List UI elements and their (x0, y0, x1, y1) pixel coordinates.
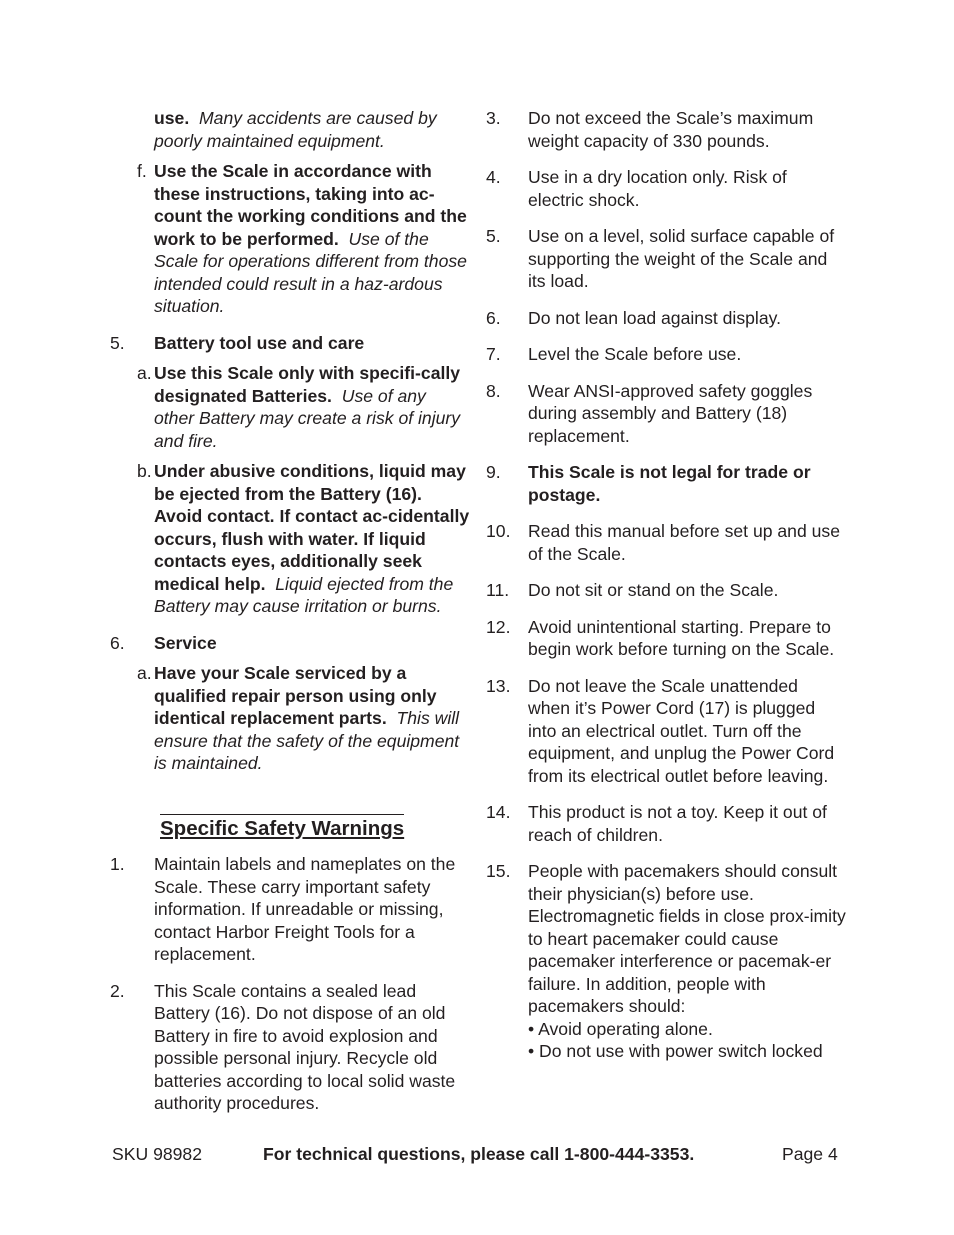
warning-7-text: Level the Scale before use. (528, 344, 742, 364)
warning-12-num: 12. (486, 616, 511, 637)
warning-4-num: 4. (486, 167, 501, 187)
warning-8-num: 8. (486, 380, 501, 401)
footer-page-number: Page 4 (782, 1144, 838, 1164)
section-5-a-italic: Use of any other Battery may create a risk of injury and fire. (154, 385, 461, 451)
warning-10-num: 10. (486, 521, 511, 541)
section-6-num: 6. (110, 632, 125, 653)
section-6-a-italic: This will ensure that the safety of the equipment is maintained. (154, 708, 460, 773)
warning-9-num: 9. (486, 462, 501, 482)
warning-15-text: People with pacemakers should consult their physician(s) before use. Electromagnetic fields in close prox-imity to heart pacemaker could cause pacemaker interference or pacemak-er failure. In addition, people with pacemakers should: (528, 861, 846, 1016)
warning-2-num: 2. (110, 980, 125, 1001)
item-f (110, 160, 472, 318)
warning-6-text: Do not lean load against display. (528, 307, 781, 328)
section-5-b-letter: b. (137, 461, 152, 481)
warning-5-num: 5. (486, 226, 501, 246)
warning-7-num: 7. (486, 344, 501, 364)
warning-15-bullet: • Do not use with power switch locked (528, 1041, 823, 1061)
section-5-a-letter: a. (137, 363, 152, 383)
warning-13 (486, 675, 842, 788)
section-5-item-a (110, 362, 470, 452)
warning-10-text: Read this manual before set up and use of the Scale. (528, 521, 841, 564)
right-column (486, 107, 846, 1063)
section-5 (110, 332, 470, 355)
section-5-title: Battery tool use and care (154, 332, 365, 353)
section-5-a-bold: Use this Scale only with specifi-cally designated Batteries. (154, 363, 461, 406)
warning-14-text: This product is not a toy. Keep it out of reach of children. (528, 802, 827, 845)
section-6-item-a (110, 662, 470, 775)
section-5-num: 5. (110, 332, 125, 353)
heading-wrap (160, 814, 404, 841)
warning-1 (110, 853, 470, 966)
warning-13-num: 13. (486, 675, 511, 696)
warning-1-text: Maintain labels and nameplates on the Scale. These carry important safety information. If unreadable or missing, contact Harbor Freight Tools for a replacement. (154, 854, 456, 964)
item-e-italic: Many accidents are caused by poorly maintained equipment. (154, 108, 437, 151)
section-5-item-b (110, 460, 470, 618)
item-e-continued (154, 107, 474, 152)
warning-8-text: Wear ANSI-approved safety goggles during assembly and Battery (18) replacement. (528, 380, 813, 446)
warning-5 (486, 225, 846, 293)
warning-6 (486, 307, 846, 330)
warning-14-num: 14. (486, 802, 511, 822)
warning-5-text: Use on a level, solid surface capable of supporting the weight of the Scale and its load. (528, 226, 835, 291)
warning-3-text: Do not exceed the Scale’s maximum weight capacity of 330 pounds. (528, 108, 814, 151)
warning-13-text: Do not leave the Scale unattended when it’s Power Cord (17) is plugged into an electrical outlet. Turn off the equipment, and unplug the Power Cord from its electrical outlet before leaving. (528, 675, 835, 786)
warning-10 (486, 520, 846, 565)
item-f-bold: Use the Scale in accordance with these instructions, taking into ac-count the working conditions and the work to be performed. (154, 161, 467, 249)
warning-14 (486, 801, 846, 846)
section-heading: Specific Safety Warnings (160, 814, 404, 841)
warning-1-num: 1. (110, 854, 125, 874)
item-f-italic: Use of the Scale for operations different from those intended could result in a haz-ardous situation. (154, 228, 467, 316)
warning-15-num: 15. (486, 861, 511, 881)
footer-phone: For technical questions, please call 1-800-444-3353. (263, 1144, 695, 1164)
warning-4-text: Use in a dry location only. Risk of electric shock. (528, 167, 787, 210)
warning-9-text: This Scale is not legal for trade or postage. (528, 462, 811, 505)
section-6-a-letter: a. (137, 663, 152, 683)
warning-3 (486, 107, 846, 152)
section-6-a-bold: Have your Scale serviced by a qualified repair person using only identical replacement parts. (154, 663, 437, 728)
warning-11 (486, 579, 846, 602)
warning-2 (110, 980, 470, 1115)
warning-9 (486, 461, 846, 506)
item-e-bold: use. (154, 108, 190, 128)
footer-sku: SKU 98982 (112, 1144, 202, 1164)
section-5-b-bold: Under abusive conditions, liquid may be ejected from the Battery (16). Avoid contact. If contact ac-cidentally occurs, flush with water. If liquid contacts eyes, additionally seek medical help. (154, 461, 470, 594)
section-5-b-italic: Liquid ejected from the Battery may cause irritation or burns. (154, 573, 454, 616)
warning-11-num: 11. (486, 580, 510, 600)
section-6-title: Service (154, 632, 217, 653)
warning-15 (486, 860, 846, 1063)
warning-12-text: Avoid unintentional starting. Prepare to begin work before turning on the Scale. (528, 616, 835, 659)
left-column (110, 107, 470, 775)
warning-2-text: This Scale contains a sealed lead Battery (16). Do not dispose of an old Battery in fire to avoid explosion and possible personal injury. Recycle old batteries according to local solid waste authority procedures. (154, 980, 456, 1113)
warning-8 (486, 380, 846, 448)
warning-6-num: 6. (486, 307, 501, 328)
warning-7 (486, 343, 846, 366)
section-6 (110, 632, 470, 655)
warning-11-text: Do not sit or stand on the Scale. (528, 580, 779, 600)
warning-4 (486, 166, 828, 211)
left-column-warnings (110, 853, 470, 1115)
warning-12 (486, 616, 846, 661)
item-f-letter: f. (137, 161, 147, 181)
warning-15-bullet: • Avoid operating alone. (528, 1018, 713, 1039)
warning-3-num: 3. (486, 108, 501, 128)
